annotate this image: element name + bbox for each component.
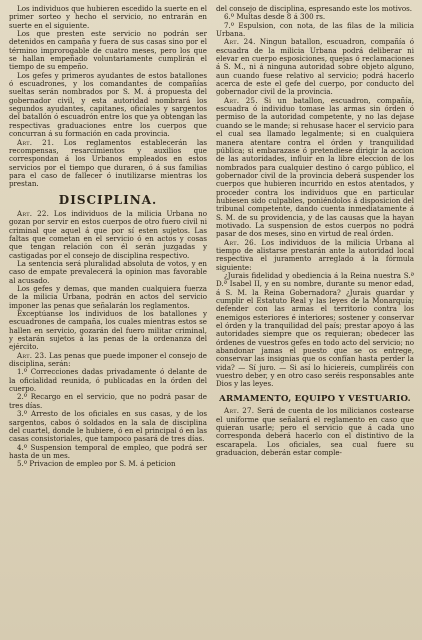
article-22 [9,210,207,260]
penalty-item: 1.º Correcciones dadas privadamente ó delante de la oficialidad reunida, ó publicadas en la órden del cuerpo. [9,367,207,394]
article-text: Será de cuenta de los milicianos costearse el uniforme que señalará el reglamento en caso que quieran usarle; pero el servicio que á cada uno corresponda deberá hacerlo con el distintivo de la escarapela. Los oficiales, sea cual fuere su graduacion, deberán estar comple- [216,406,414,457]
article-label: Art. 21. [17,137,55,147]
penalty-item: 6.º Multas desde 8 á 300 rs. [224,12,326,22]
article-text: Ningun batallon, escuadron, compañía ó escuadra de la milicia Urbana podrá deliberar ni elevar en cuerpo esposiciones, quejas ó reclamaciones á S. M., ni á ninguna autoridad sobre objeto alguno, aun cuando fuese relativo al servicio; podrá hacerlo acerca de este el gefe del cuerpo, por conducto del gobernador civil de la provincia. [216,37,414,97]
article-25 [216,97,414,239]
article-label: Art. 23. [17,350,47,360]
penalty-item: 7.º Espulsion, con nota, de las filas de la milicia Urbana. [216,20,414,39]
paragraph: Los que presten este servicio no podrán ser detenidos en campaña y fuera de sus casas sino por el término improrogable de cuatro meses, pero los que se hallan empeñado voluntariamente cumplirán el tiempo de su empeño. [9,29,207,72]
article-text: Los individuos de la milicia Urbana no gozan por servir en estos cuerpos de otro fuero civil ni criminal que aquel á que por sí esten sujetos. Las faltas que cometan en el servicio ó en actos y cosas que tengan relación con él serán juzgadas y castigadas por el consejo de disciplina respectivo. [9,208,207,260]
paragraph: Los gefes y demas, que manden cualquiera fuerza de la milicia Urbana, podrán en actos del servicio imponer las penas que señalarán los reglamentos. [9,284,207,310]
article-label: Art. 25. [224,95,258,105]
article-21 [9,139,207,189]
paragraph: del consejo de disciplina, espresando este los motivos. [216,5,413,13]
article-label: Art. 26. [224,237,257,247]
penalty-item: 5.º Privacion de empleo por S. M. á peticion [17,459,176,469]
paragraph: Exceptúanse los individuos de los batallones y escuadrones de campaña, los cuales mientras estos se hallen en servicio, gozarán del fuero militar criminal, y estarán sujetos á las penas de la ordenanza del ejército. [9,309,207,352]
article-label: Art. 22. [17,208,50,218]
oath-text: ¿Jurais fidelidad y obediencia á la Reina nuestra S.ª D.ª Isabel II, y en su nombre, durante su menor edad, á S. M. la Reina Gobernadora? ¿Jurais guardar y cumplir el Estatuto Real y las leyes de la Monarquía; defender con las armas el territorio contra los enemigos esteriores é interiores; sostener y conservar el órden y la tranquilidad del país; prestar apoyo á las autoridades siempre que os requieran; obedecer las órdenes de vuestros gefes en todo acto del servicio; no abandonar jamas el puesto que se os entrege, conservar las insignias que os confían hasta perder la vida? — Sí juro. — Si así lo hiciereis, cumpliréis con vuestro deber, y en otro caso seréis responsables ante Dios y las leyes. [216,271,414,389]
article-label: Art. 24. [224,37,256,47]
left-column [9,5,207,639]
penalty-item: 3.º Arresto de los oficiales en sus casas, y de los sargentos, cabos ó soldados en la sala de disciplina del cuartel, donde le hubiere, ó en el principal ó en las casas consistoriales, que tampoco pasará de tres días. [9,409,207,444]
article-text: Si un batallon, escuadron, compañía, escuadra ó individuo tomase las armas sin órden ó permiso de la autoridad competente, y no las dejase cuando se le mande; si rehusase hacer el servicio para el cual sea llamado legalmente; si en cualquiera manera atentare contra el órden y tranquilidad pública; si embarazase ó pretendiese dirigir la accion de las autoridades, influir en la libre eleccion de los nombrados para cualquier destino ó cargo público, el gobernador civil de la provincia deberá suspender los cuerpos que hubieren incurrido en estos atentados, y proceder contra los individuos que en particular hubiesen sido culpables, poniéndolos á disposicion del tribunal competente, dando cuenta inmediatamente á S. M. de su providencia, y de las causas que la hayan motivado. La suspension de estos cuerpos no podrá pasar de dos meses, sino en virtud de real órden. [216,95,414,239]
article-26 [216,239,414,272]
article-text: Los reglamentos establecerán las recompensas, resarcimientos y auxilios que correspondan á los Urbanos empleados en estos servicios por el tiempo que duraren, ó á sus familias para el caso de fallecer ó inutilizarse mientras los prestan. [9,137,207,189]
article-24 [216,38,414,96]
paragraph: La sentencia será pluralidad absoluta de votos, y en caso de empate prevalecerá la opinion mas favorable al acusado. [9,258,207,285]
penalty-item: 2.º Recargo en el servicio, que no podrá pasar de tres días. [9,392,207,410]
right-column [216,5,414,639]
article-text: Las penas que puede imponer el consejo de disciplina, serán: [9,350,207,369]
paragraph: Los individuos que hubieren escedido la suerte en el primer sorteo y hecho el servicio, no entrarán en suerte en el siguiente. [9,5,207,30]
paragraph: Los gefes y primeros ayudantes de estos batallones ó escuadrones, y los comandantes de compañías sueltas serán nombrados por S. M. á propuesta del gobernador civil, y esta autoridad nombrará los segundos ayudantes, capitanes, oficiales y sargentos del batallón ó escuadrón entre los que ya obtengan las respectivas graduaciones entre los cuerpos que concurran á su formación en cada provincia. [9,70,207,139]
article-27 [216,407,414,457]
penalty-item: 4.º Suspension temporal de empleo, que podrá ser hasta de un mes. [9,442,207,460]
article-label: Art. 27. [224,406,255,416]
article-text: Los individuos de la milicia Urbana al tiempo de alistarse prestarán ante la autoridad local respectiva el juramento arreglado á la fórmula siguiente: [216,237,414,272]
section-heading-disciplina: DISCIPLINA. [58,192,158,207]
article-23 [9,352,207,369]
section-heading-armamento: ARMAMENTO, EQUIPO Y VESTUARIO. [219,393,411,404]
